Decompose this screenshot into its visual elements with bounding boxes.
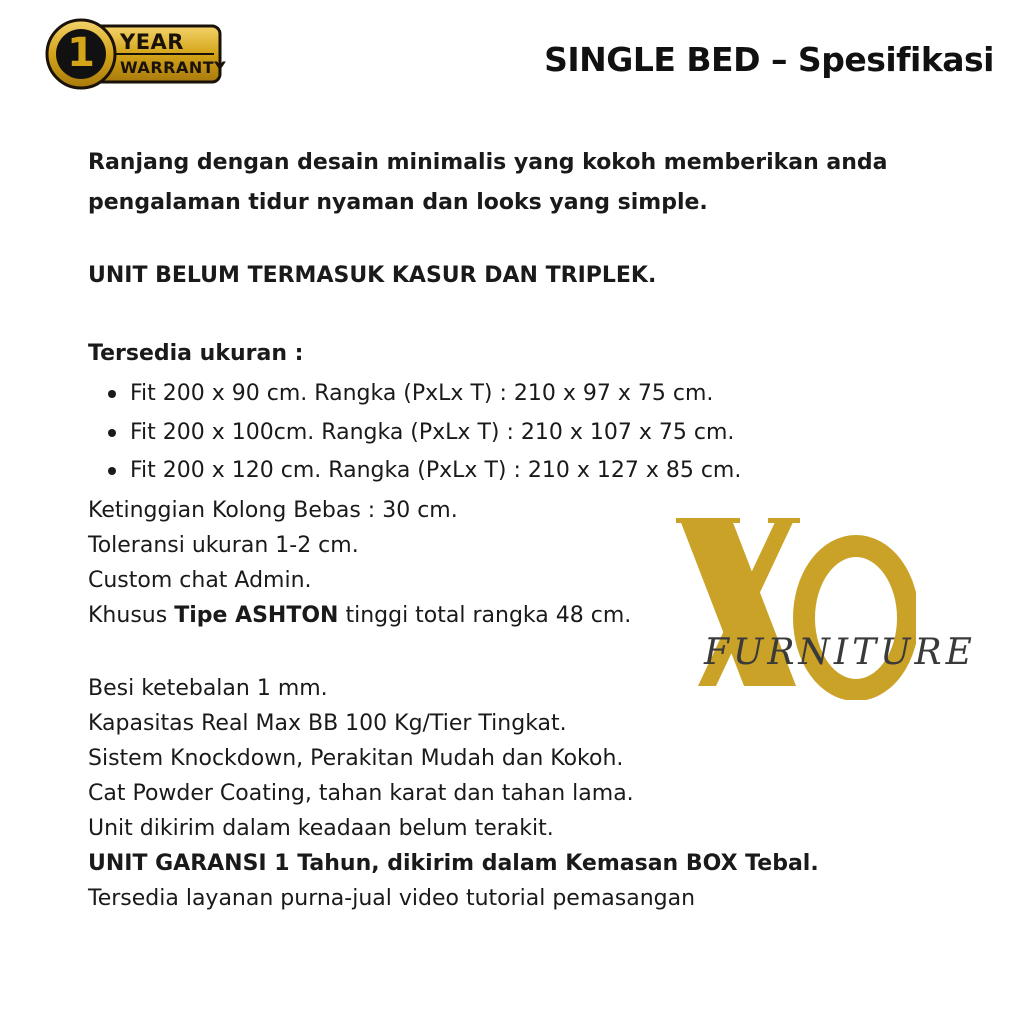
paint-text: Cat Powder Coating, tahan karat dan tahan lama. [88, 781, 634, 806]
shipping-text: Unit dikirim dalam keadaan belum terakit. [88, 816, 554, 841]
capacity-text: Kapasitas Real Max BB 100 Kg/Tier Tingkat. [88, 711, 567, 736]
ashton-line [88, 598, 631, 633]
size-option: Fit 200 x 100cm. Rangka (PxLx T) : 210 x 107 x 75 cm. [130, 419, 735, 445]
bullet-icon [108, 429, 116, 437]
bullet-icon [108, 467, 116, 475]
tolerance-text: Toleransi ukuran 1-2 cm. [88, 533, 359, 558]
sizes-list [88, 375, 741, 491]
ashton-suffix: tinggi total rangka 48 cm. [338, 603, 632, 628]
notice-text: UNIT BELUM TERMASUK KASUR DAN TRIPLEK. [88, 263, 657, 288]
sizes-heading: Tersedia ukuran : [88, 341, 304, 366]
ashton-prefix: Khusus [88, 603, 175, 628]
custom-text: Custom chat Admin. [88, 568, 312, 593]
warranty-year-label: YEAR [120, 30, 184, 54]
service-text: Tersedia layanan purna-jual video tutorial pemasangan [88, 886, 696, 911]
system-text: Sistem Knockdown, Perakitan Mudah dan Kokoh. [88, 746, 624, 771]
warranty-badge [44, 18, 227, 90]
list-item [88, 452, 741, 491]
warranty-label: WARRANTY [120, 58, 227, 77]
size-option: Fit 200 x 90 cm. Rangka (PxLx T) : 210 x 97 x 75 cm. [130, 381, 714, 406]
ashton-type: Tipe ASHTON [174, 603, 339, 628]
warranty-year-number: 1 [67, 30, 95, 76]
bullet-icon [108, 390, 116, 398]
list-item [88, 414, 741, 453]
details-list [88, 493, 631, 633]
list-item [88, 375, 741, 414]
features-list [88, 671, 819, 916]
page-title: SINGLE BED – Spesifikasi [544, 40, 994, 79]
thickness-text: Besi ketebalan 1 mm. [88, 676, 328, 701]
intro-text: Ranjang dengan desain minimalis yang kokoh memberikan anda pengalaman tidur nyaman dan looks yang simple. [88, 150, 888, 215]
clearance-text: Ketinggian Kolong Bebas : 30 cm. [88, 498, 458, 523]
logo-script-text: FURNITURE [704, 632, 976, 673]
warranty-text: UNIT GARANSI 1 Tahun, dikirim dalam Kemasan BOX Tebal. [88, 851, 819, 876]
size-option: Fit 200 x 120 cm. Rangka (PxLx T) : 210 x 127 x 85 cm. [130, 458, 742, 483]
